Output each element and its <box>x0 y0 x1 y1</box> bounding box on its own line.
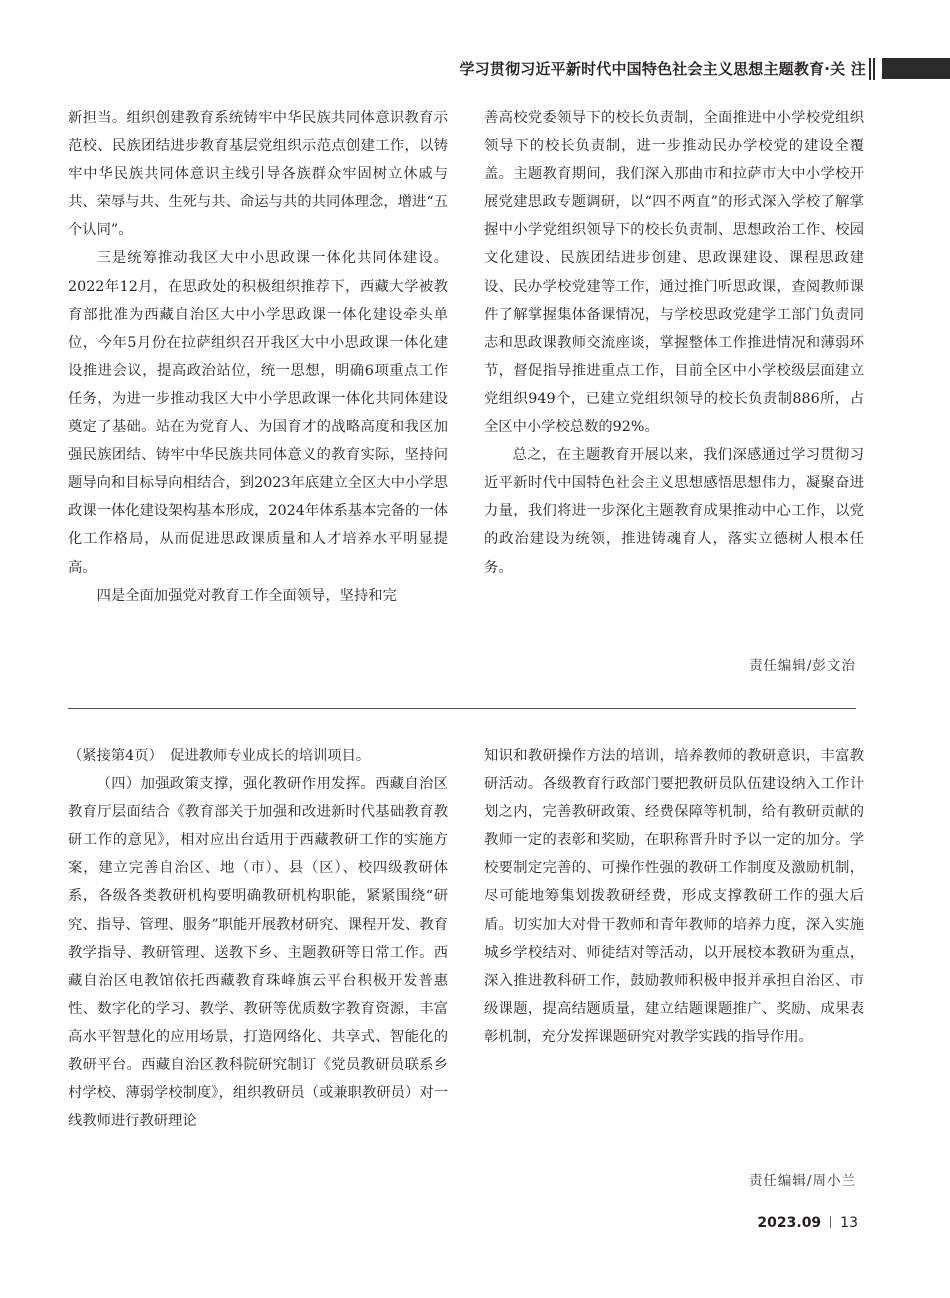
header-black-block <box>882 58 950 79</box>
top-article-left-column <box>68 104 448 610</box>
footer-separator <box>830 1216 831 1228</box>
paragraph: 总之，在主题教育开展以来，我们深感通过学习贯彻习近平新时代中国特色社会主义思想感悟思想伟力，凝聚奋进力量，我们将进一步深化主题教育成果推动中心工作，以党的政治建设为统领，推进铸魂育人，落实立德树人根本任务。 <box>484 447 864 576</box>
bottom-article-right-column <box>484 742 864 1051</box>
paragraph: 四是全面加强党对教育工作全面领导，坚持和完 <box>96 587 397 604</box>
bottom-article-editor-credit: 责任编辑/周小兰 <box>748 1173 856 1189</box>
issue-number: 2023.09 <box>757 1215 822 1231</box>
paragraph: （紧接第4页） 促进教师专业成长的培训项目。 <box>68 748 371 764</box>
header-rule-bars <box>869 58 877 80</box>
article-divider <box>68 708 856 709</box>
page-footer <box>757 1215 858 1231</box>
paragraph: 知识和教研操作方法的培训，培养教师的教研意识，丰富教研活动。各级教育行政部门要把教研员队伍建设纳入工作计划之内，完善教研政策、经费保障等机制，给有教研贡献的教师一定的表彰和奖励，在职称晋升时予以一定的加分。学校要制定完善的、可操作性强的教研工作制度及激励机制，尽可能地筹集划拨教研经费，形成支撑教研工作的强大后盾。切实加大对骨干教师和青年教师的培养力度，深入实施城乡学校结对、师徒结对等活动，以开展校本教研为重点，深入推进教科研工作，鼓励教师积极申报并承担自治区、市级课题，提高结题质量，建立结题课题推广、奖励、成果表彰机制，充分发挥课题研究对教学实践的指导作用。 <box>484 748 864 1045</box>
paragraph: 新担当。组织创建教育系统铸牢中华民族共同体意识教育示范校、民族团结进步教育基层党组织示范点创建工作，以铸牢中华民族共同体意识主线引导各族群众牢固树立休戚与共、荣辱与共、生死与共、命运与共的共同体理念，增进“五个认同”。 <box>68 110 448 239</box>
paragraph: （四）加强政策支撑，强化教研作用发挥。西藏自治区教育厅层面结合《教育部关于加强和改进新时代基础教育教研工作的意见》，相对应出台适用于西藏教研工作的实施方案，建立完善自治区、地（市）、县（区）、校四级教研体系，各级各类教研机构要明确教研机构职能，紧紧围绕“研究、指导、管理、服务”职能开展教材研究、课程开发、教育教学指导、教研管理、送教下乡、主题教研等日常工作。西藏自治区电教馆依托西藏教育珠峰旗云平台积极开发普惠性、数字化的学习、教学、教研等优质数字教育资源，丰富高水平智慧化的应用场景，打造网络化、共享式、智能化的教研平台。西藏自治区教科院研究制订《党员教研员联系乡村学校、薄弱学校制度》，组织教研员（或兼职教研员）对一线教师进行教研理论 <box>68 776 448 1130</box>
bottom-article-left-column <box>68 742 448 1135</box>
running-header-title: 学习贯彻习近平新时代中国特色社会主义思想主题教育·关 注 <box>459 60 866 78</box>
page-number: 13 <box>840 1215 858 1231</box>
paragraph: 三是统筹推动我区大中小思政课一体化共同体建设。2022年12月，在思政处的积极组织推荐下，西藏大学被教育部批准为西藏自治区大中小学思政课一体化建设牵头单位，今年5月份在拉萨组织召开我区大中小思政课一体化建设推进会议，提高政治站位，统一思想，明确6项重点工作任务，为进一步推动我区大中小学思政课一体化共同体建设奠定了基础。站在为党育人、为国育才的战略高度和我区加强民族团结、铸牢中华民族共同体意义的教育实际，坚持问题导向和目标导向相结合，到2023年底建立全区大中小学思政课一体化建设架构基本形成，2024年体系基本完备的一体化工作格局，从而促进思政课质量和人才培养水平明显提高。 <box>68 250 448 576</box>
top-article-right-column <box>484 104 864 582</box>
top-article-editor-credit: 责任编辑/彭文治 <box>748 658 856 674</box>
paragraph: 善高校党委领导下的校长负责制，全面推进中小学校党组织领导下的校长负责制，进一步推动民办学校党的建设全覆盖。主题教育期间，我们深入那曲市和拉萨市大中小学校开展党建思政专题调研，以“四不两直”的形式深入学校了解掌握中小学党组织领导下的校长负责制、思想政治工作、校园文化建设、民族团结进步创建、思政课建设、课程思政建设、民办学校党建等工作，通过推门听思政课，查阅教师课件了解掌握集体备课情况，与学校思政党建学工部门负责同志和思政课教师交流座谈，掌握整体工作推进情况和薄弱环节，督促指导推进重点工作，目前全区中小学校级层面建立党组织949个，已建立党组织领导的校长负责制886所，占全区中小学校总数的92%。 <box>484 110 864 436</box>
